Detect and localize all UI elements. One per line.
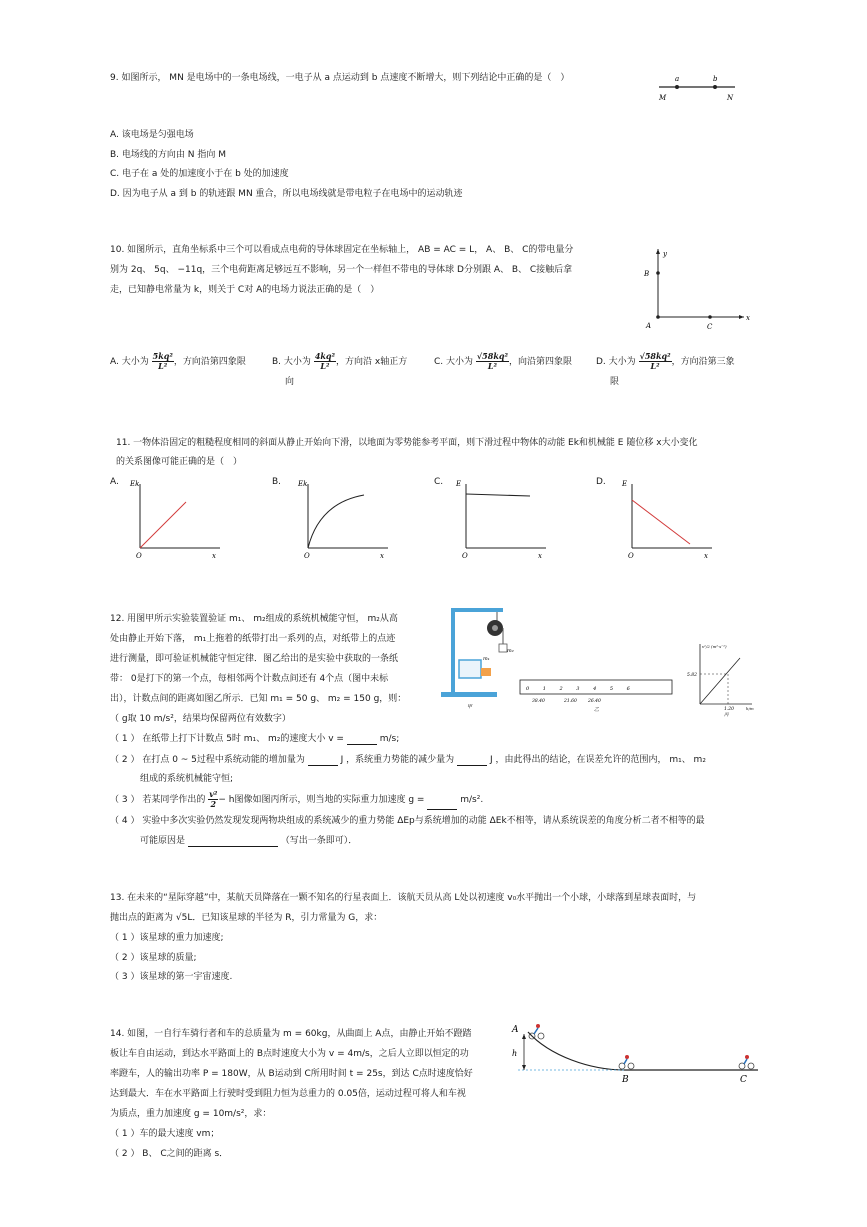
q12-tape-d3: 26.40 (588, 699, 601, 704)
q12-stem-line2: 处由静止开始下落， m₁上拖着的纸带打出一系列的点，对纸带上的点迹 (110, 634, 396, 644)
q9-stem: 9. 如图所示， MN 是电场中的一条电场线，一电子从 a 点运动到 b 点速度不断增大，则下列结论中正确的是（ ） (110, 73, 570, 83)
q12-sub3 (110, 790, 483, 810)
q14-label-C: C (740, 1075, 747, 1085)
q12-graph-ylabel: v²/2 (m²·s⁻²) (702, 644, 727, 649)
q14-stem-line5: 为质点，重力加速度 g = 10m/s²，求： (110, 1109, 272, 1119)
q12-sub1 (110, 733, 399, 745)
q10-option-c-fraction (476, 352, 509, 371)
q11-graph-d (620, 476, 720, 566)
q11-graph-d-ylabel: E (622, 480, 628, 488)
q10-option-c-pre: 大小为 (446, 357, 474, 367)
q12-label-m1: m₁ (483, 656, 490, 662)
q13-stem-line2: 抛出点的距离为 √5L．已知该星球的半径为 R，引力常量为 G，求： (110, 913, 383, 923)
q10-stem-line3: 走，已知静电常量为 k，则关于 C对 A的电场力说法正确的是（ ） (110, 285, 380, 295)
q11-stem-line2: 的关系图像可能正确的是（ ） (116, 457, 243, 467)
q13-stem-line1: 13. 在未来的“星际穿越”中，某航天员降落在一颗不知名的行星表面上．该航天员从高 L处以初速度 v₀水平抛出一个小球，小球落到星球表面时，与 (110, 893, 697, 903)
q14-stem-line3: 率蹬车，人的输出功率 P = 180W，从 B运动到 C所用时间 t = 25s，到达 C点时速度恰好 (110, 1069, 473, 1079)
q14-stem-line4: 达到最大．车在水平路面上行驶时受到阻力恒为总重力的 0.05倍，运动过程可将人和车视 (110, 1089, 466, 1099)
q12-label-bing: 丙 (724, 713, 729, 718)
q10-option-b-post: ，方向沿 x轴正方 (336, 357, 408, 367)
q11-graph-a (128, 476, 228, 566)
q12-tape-figure-yi (518, 670, 678, 712)
q12-sub1-blank[interactable] (347, 744, 377, 745)
q10-option-d-pre: 大小为 (608, 357, 636, 367)
q12-tape-d1: 38.40 (532, 699, 545, 704)
q10-option-d-fraction (639, 352, 672, 371)
q10-option-d-post: ，方向沿第三象 (671, 357, 735, 367)
q10-charge-C (708, 315, 712, 319)
q12-sub4-blank[interactable] (188, 846, 278, 847)
q10-option-a-post: ，方向沿第四象限 (173, 357, 246, 367)
q12-sub4-cont (140, 835, 357, 847)
q10-option-c-label: C. (434, 357, 444, 367)
frac-den: L² (320, 361, 330, 371)
frac-den: L² (158, 361, 168, 371)
q12-sub2-text: 在打点 0 ~ 5过程中系统动能的增加量为 (142, 755, 305, 765)
q12-apparatus-figure-jia (437, 604, 517, 710)
q9-option-d: D. 因为电子从 a 到 b 的轨迹跟 MN 重合，所以电场线就是带电粒子在电场中的运动轨迹 (110, 189, 463, 199)
q10-label-C: C (707, 323, 713, 331)
q12-graph-y582: 5.82 (687, 673, 698, 678)
q9-label-N: N (727, 94, 734, 102)
frac-num: √58kq² (476, 351, 508, 361)
q12-sub2-mid: J ，系统重力势能的减少量为 (340, 755, 455, 765)
q14-cyclist-icon-a (529, 1024, 544, 1039)
q12-sub3-text: 若某同学作出的 (142, 795, 206, 805)
q9-option-a: A. 该电场是匀强电场 (110, 130, 194, 140)
q12-sub3-mid: − h图像如图丙所示，则当地的实际重力加速度 g = (218, 795, 425, 805)
q12-sub2-blank1[interactable] (308, 765, 338, 766)
q12-mass-m2 (499, 644, 507, 652)
q14-curved-track (528, 1032, 625, 1070)
q12-sub3-number: （ 3 ） (110, 795, 140, 805)
frac-den: L² (487, 361, 497, 371)
q10-option-b-label: B. (272, 357, 282, 367)
q12-graph-figure-bing (686, 638, 758, 716)
q10-option-b (272, 352, 407, 372)
q10-charge-A (656, 315, 660, 319)
frac-num: √58kq² (639, 351, 671, 361)
q12-sub2-number: （ 2 ） (110, 755, 140, 765)
q12-sub4-tail: （写出一条即可）． (280, 836, 358, 846)
q12-sub3-fraction (208, 790, 218, 809)
q11-graph-c-origin: O (462, 552, 468, 560)
q10-stem-line2: 别为 2q、 5q、 −11q，三个电荷距离足够远互不影响，另一个一样但不带电的导体球 D分别跟 A、 B、 C接触后拿 (110, 265, 573, 275)
q11-graph-b-xlabel: x (380, 552, 384, 560)
q12-sub4-text: 实验中多次实验仍然发现发现两物块组成的系统减少的重力势能 ΔEp与系统增加的动能 ΔEk不相等，请从系统误差的角度分析二者不相等的最 (142, 816, 705, 826)
q11-graph-d-label: D. (596, 477, 606, 487)
q10-option-d-label: D. (596, 357, 606, 367)
q12-sub1-tail: m/s; (379, 734, 400, 744)
q12-sub2-blank2[interactable] (457, 765, 487, 766)
q12-tape-d2: 21.60 (564, 699, 577, 704)
q13-sub1: （ 1 ）该星球的重力加速度; (110, 933, 224, 943)
q10-option-d (596, 352, 735, 372)
q12-label-jia: 甲 (467, 704, 473, 710)
q10-option-b-pre: 大小为 (283, 357, 311, 367)
q12-sub4-cont-text: 可能原因是 (140, 836, 186, 846)
frac-num: v² (209, 789, 218, 799)
q10-option-c (434, 352, 572, 372)
q11-graph-c (454, 476, 554, 566)
q11-graph-a-ylabel: Ek (130, 480, 140, 488)
q10-option-a-pre: 大小为 (121, 357, 149, 367)
q9-label-M: M (659, 94, 667, 102)
q12-sub2-tail: J ，由此得出的结论，在误差允许的范围内， m₁、 m₂ (489, 755, 706, 765)
q14-label-A: A (512, 1025, 519, 1035)
q10-option-a (110, 352, 246, 372)
q9-option-c: C. 电子在 a 处的加速度小于在 b 处的加速度 (110, 169, 289, 179)
q14-sub1: （ 1 ）车的最大速度 vm； (110, 1129, 220, 1139)
q14-label-h: h (512, 1049, 518, 1058)
q14-cyclist-icon-b (619, 1055, 634, 1069)
q12-label-yi: 乙 (594, 707, 600, 713)
q12-timer-icon (459, 660, 481, 678)
q14-stem-line1: 14. 如图，一自行车骑行者和车的总质量为 m = 60kg，从曲面上 A点，由静止开始不蹬踏 (110, 1029, 472, 1039)
q14-cyclist-icon-c (739, 1055, 754, 1069)
q12-sub3-blank[interactable] (427, 809, 457, 810)
q9-field-line-figure (655, 70, 740, 105)
q10-coordinate-figure (640, 245, 755, 335)
q11-graph-c-label: C. (434, 477, 444, 487)
q10-label-y: y (663, 250, 667, 258)
q10-charge-B (656, 271, 660, 275)
q10-label-A: A (646, 322, 652, 330)
q11-graph-b-ylabel: Ek (298, 480, 308, 488)
q11-graph-c-curve (466, 494, 530, 496)
q12-graph-h120: 1.20 (724, 707, 735, 712)
q9-point-a (675, 85, 679, 89)
q11-graph-c-xlabel: x (538, 552, 542, 560)
q11-graph-b-label: B. (272, 477, 282, 487)
q11-graph-b-origin: O (304, 552, 310, 560)
q10-option-c-post: ，向沿第四象限 (508, 357, 572, 367)
q11-graph-c-ylabel: E (456, 480, 462, 488)
q12-label-m2: m₂ (507, 648, 514, 654)
q10-option-a-fraction (152, 352, 174, 371)
q12-sub2-cont: 组成的系统机械能守恒; (140, 774, 234, 784)
q11-graph-b (296, 476, 396, 566)
q9-label-b: b (713, 75, 718, 83)
q10-option-b-wrap: 向 (285, 377, 295, 387)
q12-graph-line (700, 658, 740, 704)
q12-sub4 (110, 815, 705, 827)
q11-graph-a-origin: O (136, 552, 142, 560)
q11-graph-a-label: A. (110, 477, 119, 487)
q12-sub2 (110, 754, 706, 766)
q12-graph-hlabel: h/m (746, 706, 754, 711)
q13-sub2: （ 2 ）该星球的质量; (110, 953, 197, 963)
q12-stem-line5: 出），计数点间的距离如图乙所示．已知 m₁ = 50 g、 m₂ = 150 g，则： (110, 694, 407, 704)
q10-option-b-fraction (314, 352, 336, 371)
q9-point-b (713, 85, 717, 89)
q14-stem-line2: 板让车自由运动，到达水平路面上的 B点时速度大小为 v = 4m/s，之后人立即以恒定的功 (110, 1049, 469, 1059)
q12-sub1-number: （ 1 ） (110, 734, 140, 744)
q11-graph-a-curve (140, 502, 186, 548)
q10-label-B: B (644, 270, 650, 278)
frac-den: L² (650, 361, 660, 371)
q14-track-figure (510, 1020, 760, 1088)
q11-graph-b-curve (308, 495, 364, 548)
q10-label-x: x (746, 314, 750, 322)
q14-label-B: B (622, 1075, 629, 1085)
q11-stem-line1: 11. 一物体沿固定的粗糙程度相同的斜面从静止开始向下滑，以地面为零势能参考平面，则下滑过程中物体的动能 Ek和机械能 E 随位移 x大小变化 (116, 438, 698, 448)
frac-den: 2 (210, 799, 217, 809)
q12-sub1-text: 在纸带上打下计数点 5时 m₁、 m₂的速度大小 v = (142, 734, 344, 744)
q10-stem-line1: 10. 如图所示，直角坐标系中三个可以看成点电荷的导体球固定在坐标轴上， AB = AC = L， A、 B、 C的带电量分 (110, 245, 574, 255)
frac-num: 4kq² (314, 351, 336, 361)
q11-graph-d-xlabel: x (704, 552, 708, 560)
q11-graph-d-origin: O (628, 552, 634, 560)
q9-label-a: a (675, 75, 680, 83)
q12-stem-line4: 带： 0是打下的第一个点，每相邻两个计数点间还有 4个点（图中未标 (110, 674, 389, 684)
q11-graph-a-xlabel: x (212, 552, 216, 560)
q13-sub3: （ 3 ）该星球的第一宇宙速度. (110, 972, 233, 982)
q12-sub3-tail: m/s². (460, 795, 484, 805)
q12-stem-line6: （ g取 10 m/s²，结果均保留两位有效数字） (110, 714, 291, 724)
q10-option-a-label: A. (110, 357, 119, 367)
q11-graph-d-curve (632, 500, 690, 544)
q12-stem-line1: 12. 用图甲所示实验装置验证 m₁、 m₂组成的系统机械能守恒， m₂从高 (110, 614, 398, 624)
q12-tape-points: 0 1 2 3 4 5 6 (526, 686, 636, 692)
frac-num: 5kq² (152, 351, 173, 361)
q10-option-d-wrap: 限 (610, 377, 620, 387)
q9-option-b: B. 电场线的方向由 N 指向 M (110, 150, 226, 160)
q14-sub2: （ 2 ） B、 C之间的距离 s． (110, 1149, 229, 1159)
q12-sub4-number: （ 4 ） (110, 816, 140, 826)
q12-stem-line3: 进行测量，即可验证机械能守恒定律．图乙给出的是实验中获取的一条纸 (110, 654, 399, 664)
